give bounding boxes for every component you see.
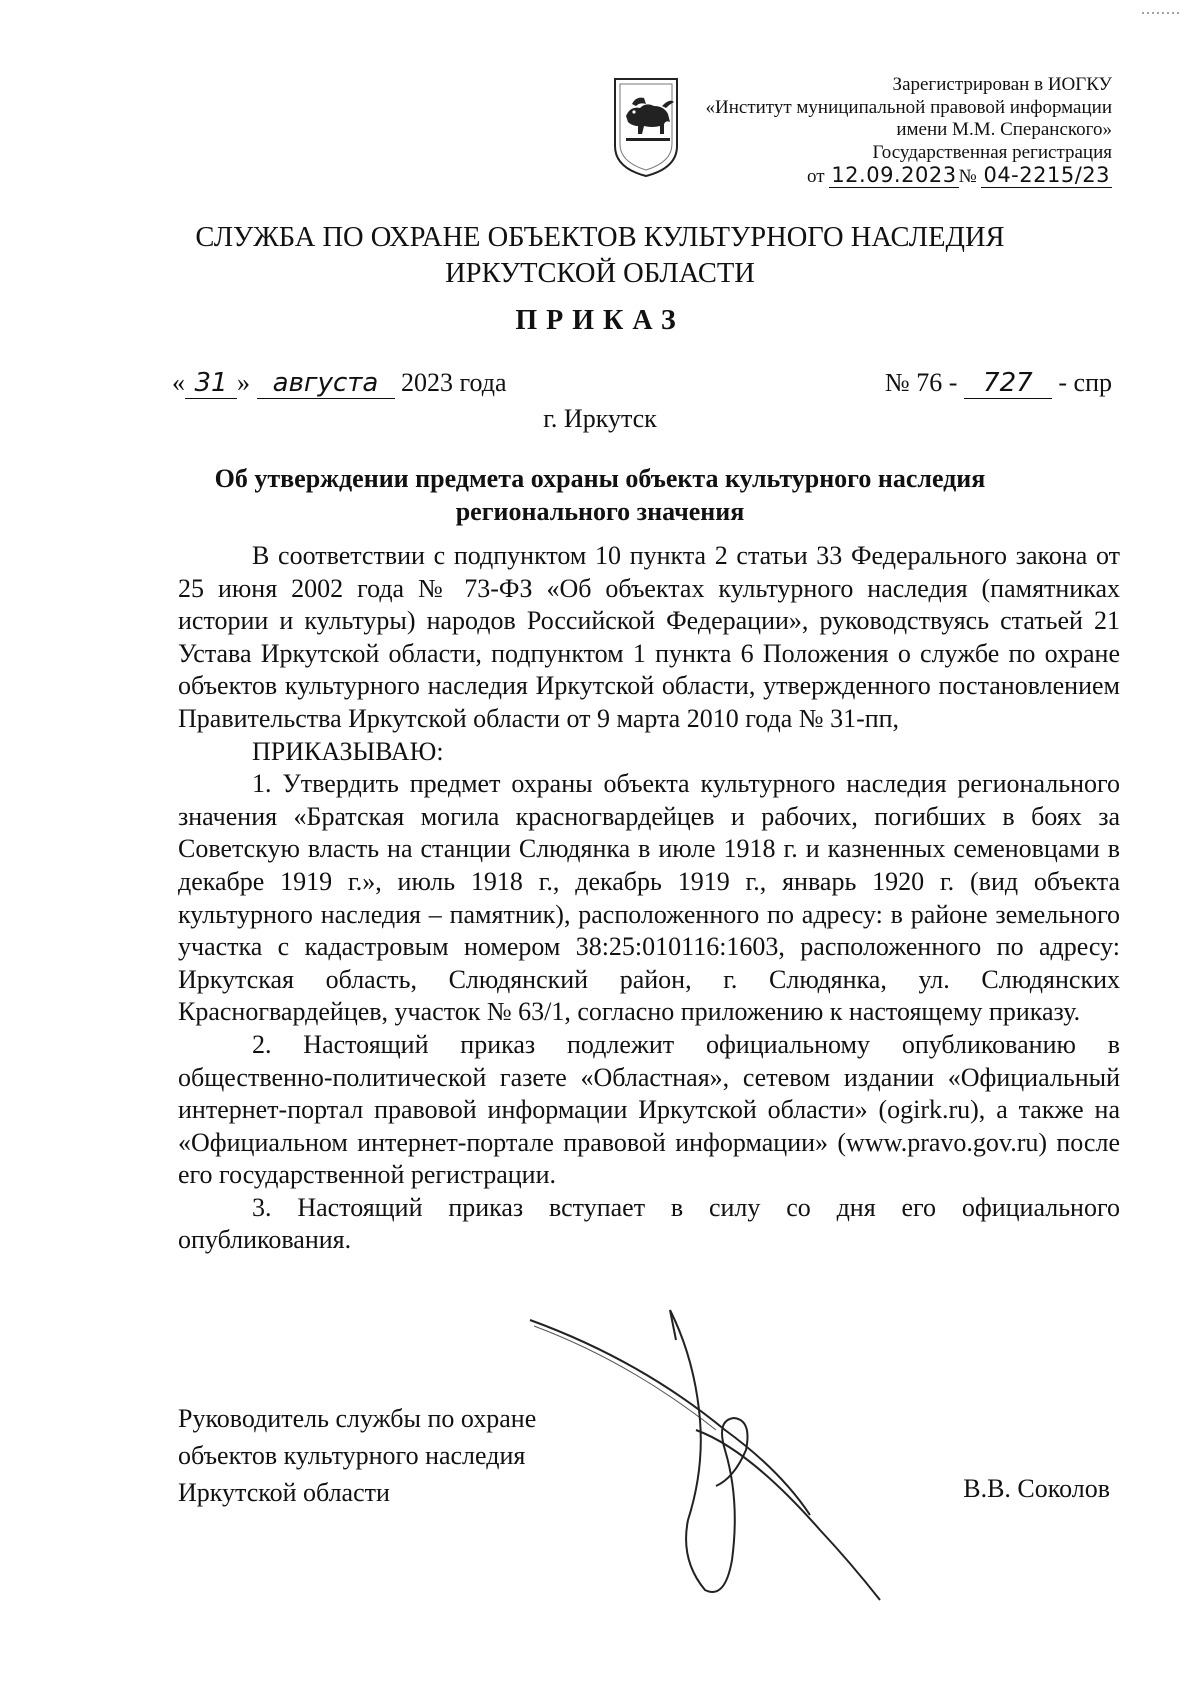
signatory-position-line-3: Иркутской области	[178, 1478, 390, 1507]
registration-line-2: «Институт муниципальной правовой информации	[705, 96, 1112, 118]
document-type: ПРИКАЗ	[515, 305, 685, 336]
quote-open: «	[172, 368, 185, 397]
order-month: августа	[257, 368, 395, 399]
preamble-paragraph: В соответствии с подпунктом 10 пункта 2 статьи 33 Федерального закона от 25 июня 2002 года № 73-ФЗ «Об объектах культурного наследия (памятниках истории и культуры) народов Российской Федерации», руководствуясь статьей 21 Устава Иркутской области, подпунктом 1 пункта 6 Положения о службе по охране объектов культурного наследия Иркутской области, утвержденного постановлением Правительства Иркутской области от 9 марта 2010 года № 31-пп,	[178, 541, 1120, 733]
order-number	[885, 368, 1112, 399]
registration-line-4: Государственная регистрация	[872, 141, 1112, 163]
signatory-position	[178, 1400, 536, 1511]
registration-from-label: от	[807, 166, 825, 187]
registration-number: 04-2215/23	[983, 163, 1110, 187]
organization-line-2: ИРКУТСКОЙ ОБЛАСТИ	[445, 258, 755, 289]
quote-close: »	[237, 368, 250, 397]
order-item-1: 1. Утвердить предмет охраны объекта культурного наследия регионального значения «Братская могила красногвардейцев и рабочих, погибших в боях за Советскую власть на станции Слюдянка в июле 1918 г. и казненных семеновцами в декабре 1919 г.», июль 1918 г., декабрь 1919 г., январь 1920 г. (вид объекта культурного наследия – памятник), расположенного по адресу: в районе земельного участка с кадастровым номером 38:25:010116:1603, расположенного по адресу: Иркутская область, Слюдянский район, г. Слюдянка, ул. Слюдянских Красногвардейцев, участок № 63/1, согласно приложению к настоящему приказу.	[178, 769, 1120, 1027]
signatory-position-line-1: Руководитель службы по охране	[178, 1404, 537, 1433]
order-day: 31	[185, 368, 237, 399]
order-city: г. Иркутск	[543, 404, 657, 433]
organization-name	[0, 220, 1200, 292]
order-title-line-1: Об утверждении предмета охраны объекта культурного наследия	[214, 464, 986, 493]
scan-mark-icon	[1142, 10, 1182, 16]
order-year: 2023 года	[401, 368, 507, 397]
order-title-line-2: регионального значения	[455, 497, 745, 526]
registration-date: 12.09.2023	[831, 163, 957, 187]
registration-line-3: имени М.М. Сперанского»	[896, 119, 1112, 140]
order-number-value: 727	[964, 368, 1052, 399]
registration-stamp	[592, 74, 1112, 189]
registration-date-row	[592, 164, 1112, 189]
order-date	[172, 368, 507, 399]
order-number-prefix: № 76 -	[884, 368, 958, 397]
order-item-2: 2. Настоящий приказ подлежит официальному опубликованию в общественно-политической газете «Областная», сетевом издании «Официальный интернет-портал правовой информации Иркутской области» (ogirk.ru), а также на «Официальном интернет-портале правовой информации» (www.pravo.gov.ru) после его государственной регистрации.	[178, 1029, 1120, 1190]
registration-line-1: Зарегистрирован в ИОГКУ	[892, 74, 1112, 95]
handwritten-signature	[520, 1300, 920, 1620]
order-body	[178, 540, 1120, 1257]
order-word: ПРИКАЗЫВАЮ:	[252, 736, 444, 766]
signatory-name: В.В. Соколов	[963, 1474, 1110, 1503]
signatory-position-line-2: объектов культурного наследия	[178, 1441, 526, 1470]
order-item-3: 3. Настоящий приказ вступает в силу со дня его официального опубликования.	[178, 1192, 1120, 1255]
order-title	[0, 462, 1200, 528]
registration-no-sign: №	[958, 166, 977, 187]
order-number-suffix: - спр	[1058, 368, 1112, 397]
organization-line-1: СЛУЖБА ПО ОХРАНЕ ОБЪЕКТОВ КУЛЬТУРНОГО НАСЛЕДИЯ	[195, 222, 1005, 253]
